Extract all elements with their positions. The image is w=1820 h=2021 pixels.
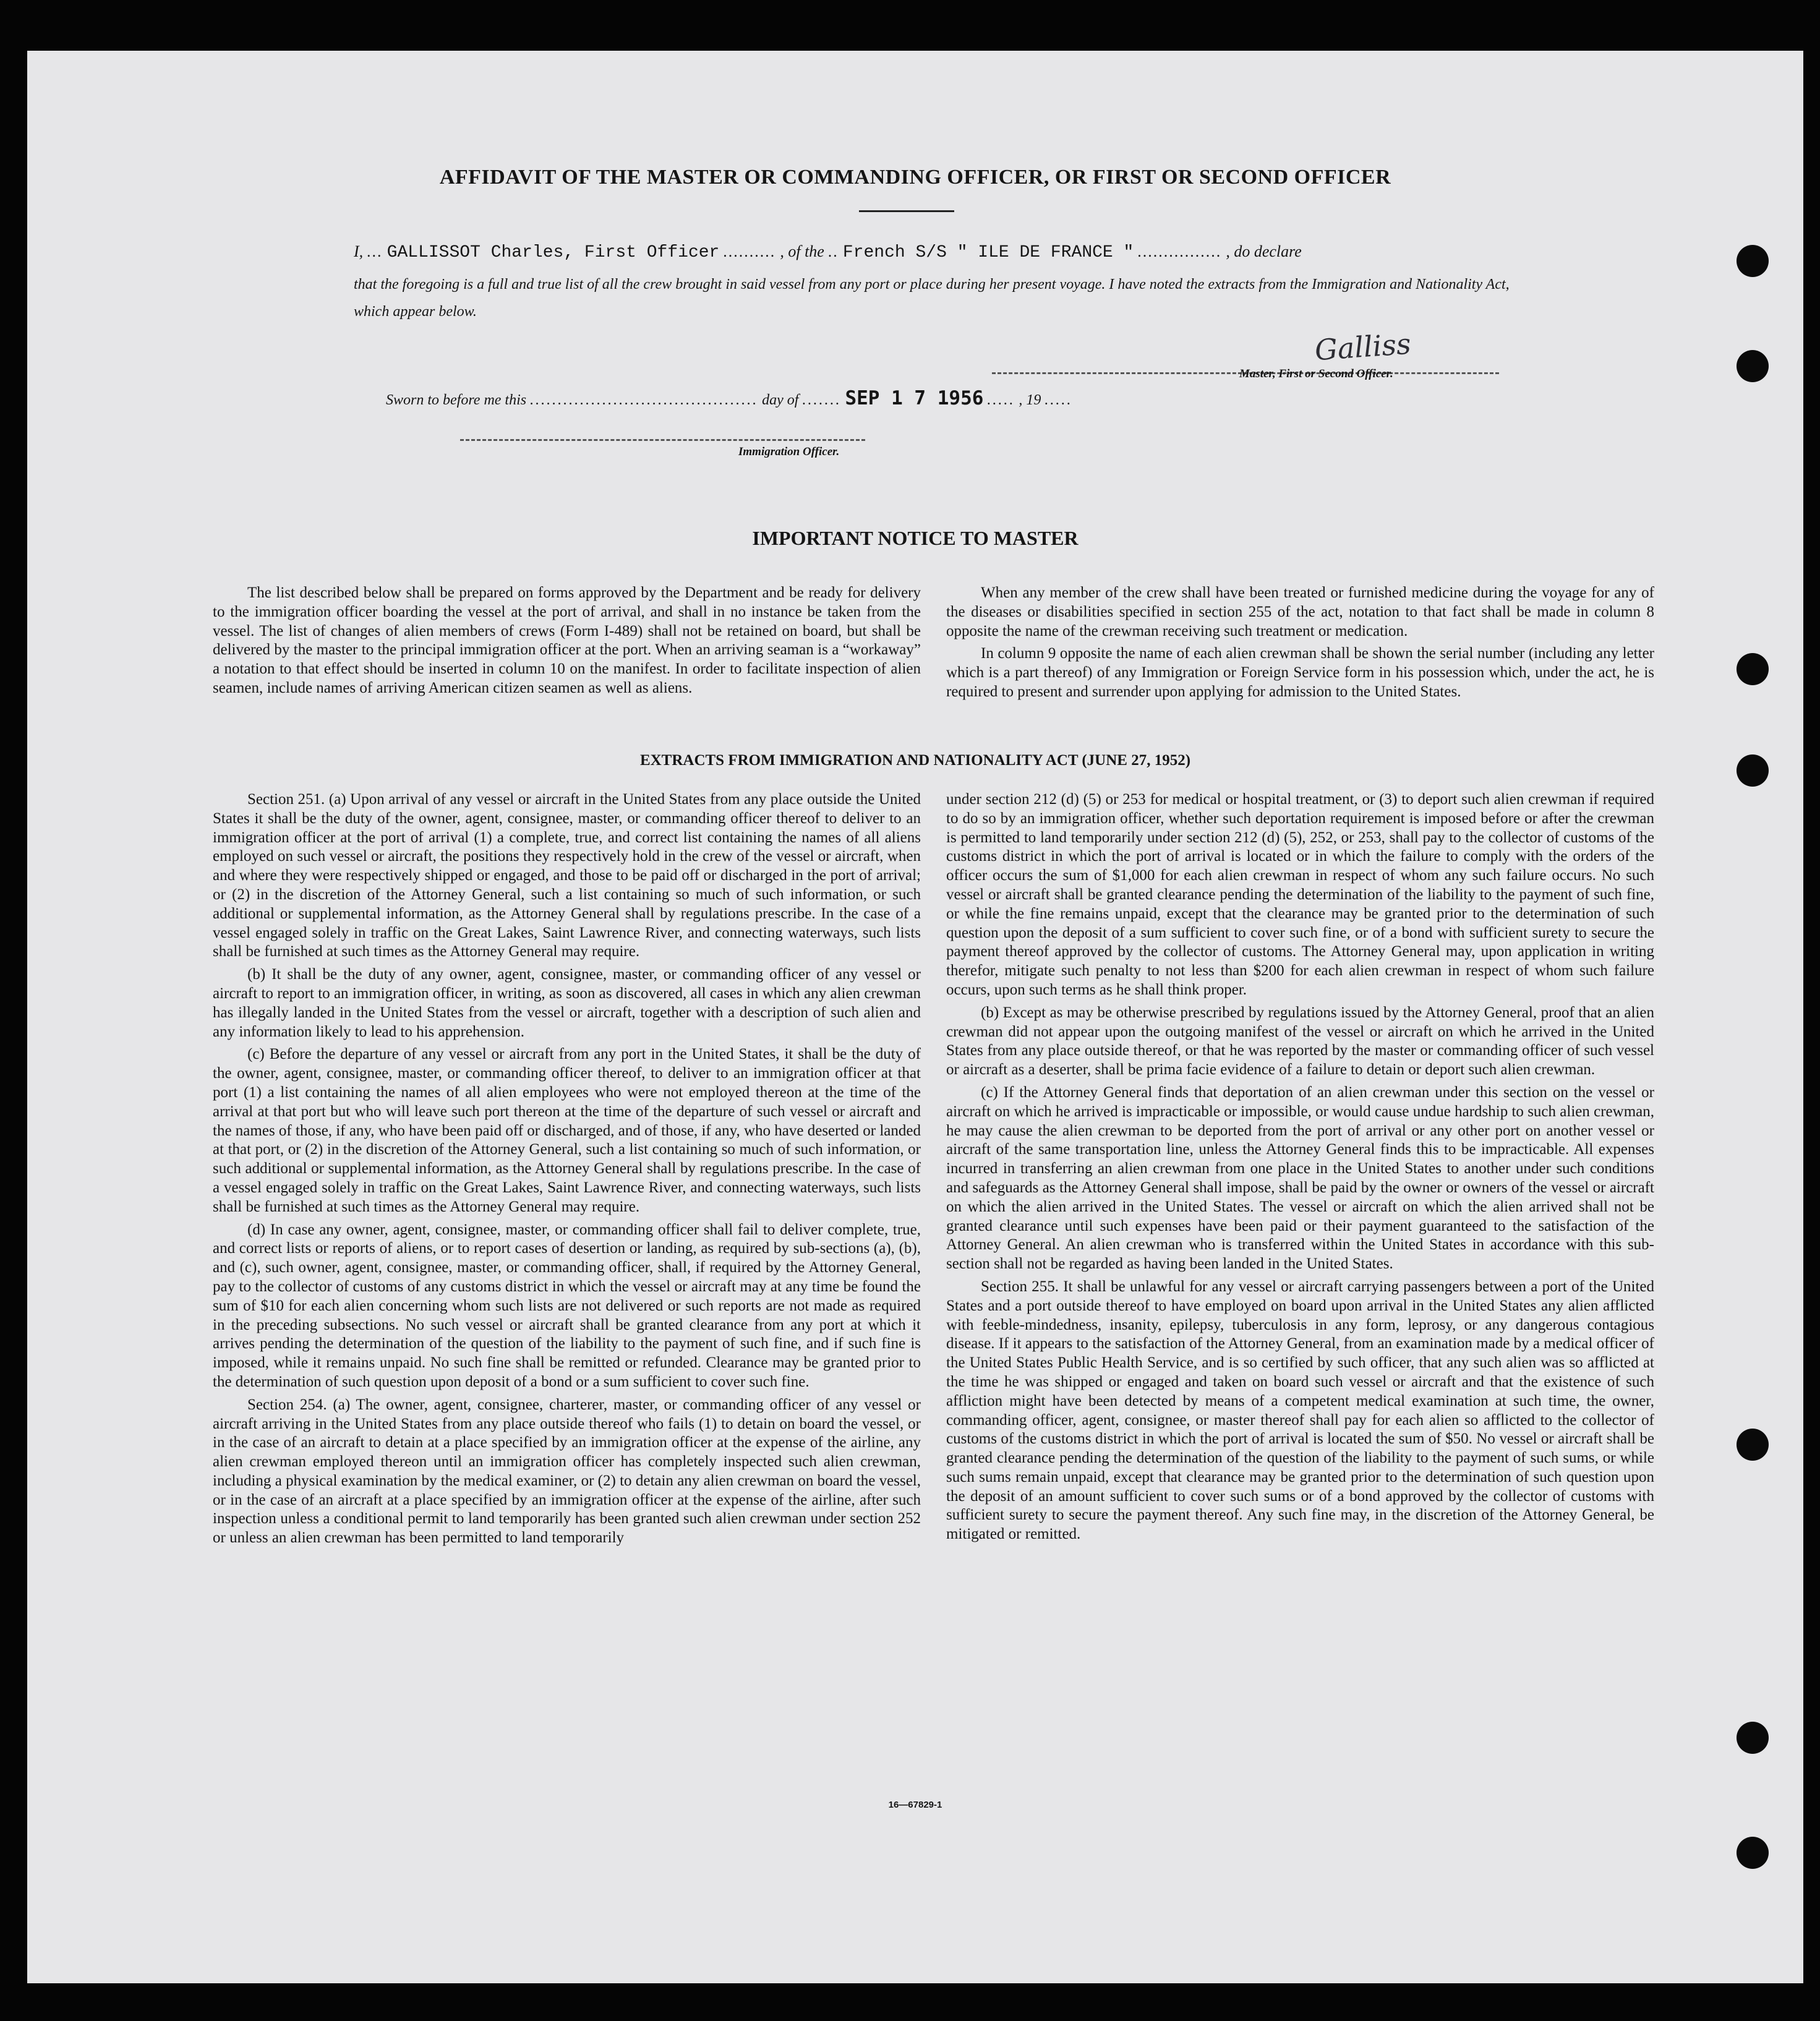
document-page xyxy=(27,51,1803,1983)
extract-paragraph: Section 254. (a) The owner, agent, consignee, charterer, master, or commanding officer of any vessel or aircraft arriving in the United States from any place outside thereof who fails (1) to detain on board the vessel, or in the case of an aircraft to detain at a place specified by an immigration officer at the expense of the airline, any alien crewman employed thereon until an immigration officer has completely inspected such alien crewman, including a physical examination by the medical examiner, or (2) to detain any alien crewman on board the vessel, or in the case of an aircraft at a place specified by an immigration officer at the expense of the airline, after such inspection unless a conditional permit to land temporarily has been granted such alien crewman under section 252 or unless an alien crewman has been permitted to land temporarily xyxy=(213,1396,921,1547)
immigration-officer-caption: Immigration Officer. xyxy=(738,445,840,458)
year-prefix: , 19 xyxy=(1019,392,1041,408)
immigration-officer-line xyxy=(460,433,865,441)
binder-hole xyxy=(1737,1429,1769,1461)
extract-paragraph: (c) Before the departure of any vessel or aircraft from any port in the United States, it shall be the duty of the owner, agent, consignee, master, or commanding officer thereof, to deliver to an immigration officer at that port (1) a list containing the names of all alien employees who were not employed thereon at the time of the arrival at that port but who will leave such port thereon at the time of the departure of such vessel or aircraft and the names of those, if any, who have been paid off or discharged, and of those, if any, who have deserted or landed at that port, or (2) in the discretion of the Attorney General, such a list containing so much of such information, or such additional or supplemental information, as the Attorney General shall by regulations prescribe. In the case of a vessel engaged solely in traffic on the Great Lakes, Saint Lawrence River, and connecting waterways, such lists shall be furnished at such times as the Attorney General may require. xyxy=(213,1046,921,1215)
binder-hole xyxy=(1737,1722,1769,1754)
sworn-line: Sworn to before me this ......................................... day of ....... SEP 1 7 1956 ..... , 19 ..... xyxy=(386,387,1073,409)
notice-paragraph: The list described below shall be prepared on forms approved by the Department and be ready for delivery to the immigration officer boarding the vessel at the port of arrival, and shall in no instance be taken from the vessel. The list of changes of alien members of crews (Form I-489) shall not be retained on board, but shall be delivered by the master to the principal immigration officer at the port. When an arriving seaman is a “workaway” a notation to that effect should be inserted in column 10 on the manifest. In order to facilitate inspection of alien seamen, include names of arriving American citizen seamen as well as aliens. xyxy=(213,584,921,696)
extract-paragraph: under section 212 (d) (5) or 253 for medical or hospital treatment, or (3) to deport such alien crewman if required to do so by an immigration officer, whether such deportation requirement is imposed before or after the crewman is permitted to land temporarily under section 212 (d) (5), 252, or 253, shall pay to the collector of customs of the customs district in which the port of arrival is located or in which the failure to comply with the orders of the officer occurs the sum of $1,000 for each alien crewman in respect of whom any such failure occurs. No such vessel or aircraft shall be granted clearance pending the determination of the liability to the payment of such fine, or while the fine remains unpaid, except that the clearance may be granted prior to the determination of such question upon the deposit of a sum sufficient to cover such fine, or of a bond with sufficient surety to secure the payment thereof approved by the collector of customs. The Attorney General may, upon application in writing therefor, mitigate such penalty to not less than $200 for each alien crewman in respect of whom such failure occurs, upon such terms as he shall think proper. xyxy=(946,791,1654,998)
declaration-line: I, ... GALLISSOT Charles, First Officer .......... , of the .. French S/S " ILE DE FRANCE " ................ , do declare xyxy=(354,242,1302,262)
declaration-body: that the foregoing is a full and true list of all the crew brought in said vessel from any port or place during her present voyage. I have noted the extracts from the Immigration and Nationality Act, which appear below. xyxy=(354,276,1510,320)
do-declare-label: , do declare xyxy=(1226,242,1302,260)
extract-paragraph: (d) In case any owner, agent, consignee, master, or commanding officer shall fail to deliver complete, true, and correct lists or reports of aliens, or to report cases of desertion or landing, as required by sub-sections (a), (b), and (c), such owner, agent, consignee, master, or commanding officer, shall, if required by the Attorney General, pay to the collector of customs of any customs district in which the vessel or aircraft may at any time be found the sum of $10 for each alien concerning whom such lists are not delivered or such reports are not made as required in the preceding subsections. No such vessel or aircraft shall be granted clearance from any port at which it arrives pending the determination of the question of the liability to the payment of such fine, and if such fine is imposed, while it remains unpaid. No such fine shall be remitted or refunded. Clearance may be granted prior to the determination of such question upon deposit of a bond or a sum sufficient to cover such fine. xyxy=(213,1221,921,1390)
title-divider xyxy=(859,210,954,212)
extracts-heading: EXTRACTS FROM IMMIGRATION AND NATIONALITY ACT (JUNE 27, 1952) xyxy=(639,752,1191,769)
binder-hole xyxy=(1737,245,1769,277)
vessel-name: French S/S " ILE DE FRANCE " xyxy=(842,243,1134,262)
officer-name: GALLISSOT Charles, First Officer xyxy=(387,243,720,262)
notice-right-column xyxy=(946,584,1654,706)
notice-heading: IMPORTANT NOTICE TO MASTER xyxy=(752,527,1079,549)
of-the-label: , of the xyxy=(780,242,824,260)
extract-paragraph: Section 251. (a) Upon arrival of any vessel or aircraft in the United States from any place outside the United States it shall be the duty of the owner, agent, consignee, master, or commanding officer thereof to deliver to an immigration officer at the port of arrival (1) a complete, true, and correct list containing the names of all aliens employed on such vessel or aircraft, the positions they respectively hold in the crew of the vessel or aircraft, when and where they were respectively shipped or engaged, and those to be paid off or discharged in the port of arrival; or (2) in the discretion of the Attorney General, such a list containing so much of such information, or such additional or supplemental information, as the Attorney General shall by regulations prescribe. In the case of a vessel engaged solely in traffic on the Great Lakes, Saint Lawrence River, and connecting waterways, such lists shall be furnished at such times as the Attorney General may require. xyxy=(213,791,921,960)
affidavit-title: AFFIDAVIT OF THE MASTER OR COMMANDING OFFICER, OR FIRST OR SECOND OFFICER xyxy=(439,166,1391,189)
extracts-right-column xyxy=(946,790,1654,1548)
declaration-prefix: I, xyxy=(354,242,364,260)
notice-left-column xyxy=(213,584,921,702)
extract-paragraph: Section 255. It shall be unlawful for any vessel or aircraft carrying passengers between a port of the United States and a port outside thereof to have employed on board upon arrival in the United States any alien afflicted with feeble-mindedness, insanity, epilepsy, tuberculosis in any form, leprosy, or any dangerous contagious disease. If it appears to the satisfaction of the Attorney General, from an examination made by a medical officer of the United States Public Health Service, and is so certified by such officer, that any such alien was so afflicted at the time he was shipped or engaged and taken on board such vessel or aircraft and that the existence of such affliction might have been detected by means of a competent medical examination at such time, the owner, commanding officer, agent, consignee, or master thereof shall pay for each alien so afflicted to the collector of customs of the customs district in which the port of arrival is located the sum of $50. No vessel or aircraft shall be granted clearance pending the determination of the question of the liability to the payment of such sums, or while such sums remain unpaid, except that clearance may be granted prior to the determination of such question upon the deposit of an amount sufficient to cover such sums or of a bond approved by the collector of customs with sufficient surety to secure the payment thereof. Any such fine may, in the discretion of the Attorney General, be mitigated or remitted. xyxy=(946,1278,1654,1543)
signature-caption: Master, First or Second Officer. xyxy=(1239,367,1393,380)
binder-hole xyxy=(1737,350,1769,382)
extract-paragraph: (b) Except as may be otherwise prescribed by regulations issued by the Attorney General, proof that an alien crewman did not appear upon the outgoing manifest of the vessel or aircraft on which he arrived in the United States from any place outside thereof, or that he was reported by the master or commanding officer of such vessel or aircraft as a deserter, shall be prima facie evidence of a failure to detain or deport such alien crewman. xyxy=(946,1004,1654,1079)
form-number: 16—67829-1 xyxy=(888,1800,942,1810)
notice-paragraph: When any member of the crew shall have been treated or furnished medicine during the voyage for any of the diseases or disabilities specified in section 255 of the act, notation to that fact shall be made in column 8 opposite the name of the crewman receiving such treatment or medication. xyxy=(946,584,1654,639)
sworn-prefix: Sworn to before me this xyxy=(386,392,527,408)
day-of-label: day of xyxy=(762,392,799,408)
extract-paragraph: (b) It shall be the duty of any owner, agent, consignee, master, or commanding officer of any vessel or aircraft to report to an immigration officer, in writing, as soon as discovered, all cases in which any alien crewman has illegally landed in the United States from the vessel or aircraft, together with a description of such alien and any information likely to lead to his apprehension. xyxy=(213,966,921,1040)
date-stamp: SEP 1 7 1956 xyxy=(845,387,984,409)
handwritten-signature: Galliss xyxy=(1314,327,1412,367)
notice-paragraph: In column 9 opposite the name of each alien crewman shall be shown the serial number (including any letter which is a part thereof) of any Immigration or Foreign Service form in his possession which, under the act, he is required to present and surrender upon applying for admission to the United States. xyxy=(946,645,1654,700)
extract-paragraph: (c) If the Attorney General finds that deportation of an alien crewman under this section on the vessel or aircraft on which he arrived is impracticable or impossible, or would cause undue hardship to such alien crewman, he may cause the alien crewman to be deported from the port of arrival or any other port on another vessel or aircraft of the same transportation line, unless the Attorney General finds this to be impracticable. All expenses incurred in transferring an alien crewman from one place in the United States to another under such conditions and safeguards as the Attorney General shall impose, shall be paid by the owner or owners of the vessel or aircraft on which the alien arrived in the United States. The vessel or aircraft on which the alien arrived shall not be granted clearance until such expenses have been paid or their payment guaranteed to the satisfaction of the Attorney General. An alien crewman who is transferred within the United States in accordance with this sub-section shall not be regarded as having been landed in the United States. xyxy=(946,1083,1654,1273)
extracts-left-column xyxy=(213,790,921,1552)
binder-hole xyxy=(1737,1837,1769,1869)
binder-hole xyxy=(1737,653,1769,685)
